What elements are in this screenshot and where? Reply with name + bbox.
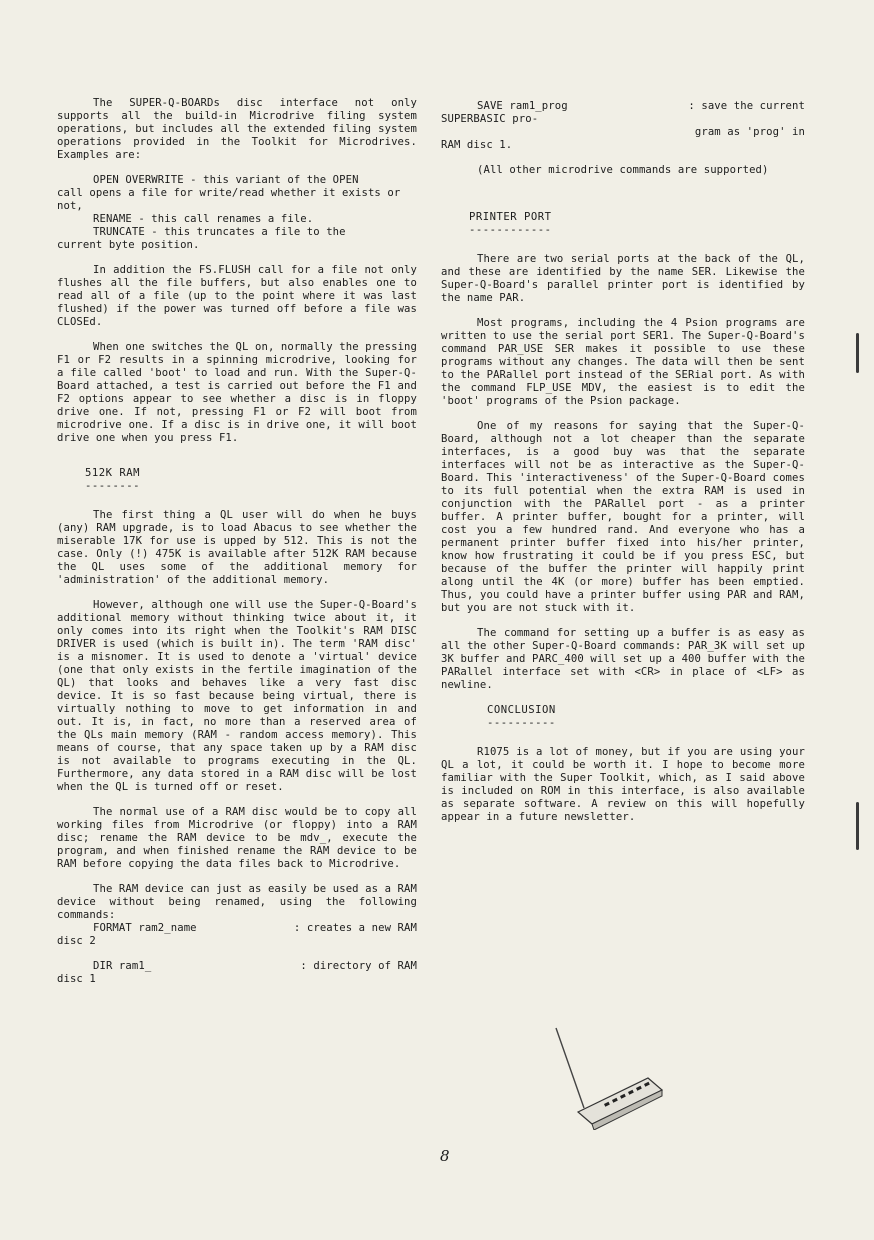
heading-underline: ---------- — [487, 717, 556, 729]
command-save: SAVE ram1_prog : save the current SUPERBASIC pro- gram as 'prog' in RAM disc 1. — [441, 100, 805, 151]
command-format: FORMAT ram2_name : creates a new RAM disc 2 — [57, 922, 417, 947]
paragraph: In addition the FS.FLUSH call for a file not only flushes all the file buffers, but also enables one to read all of a file (up to the point where it was last flushed) if the power was turned off before a file was CLOSEd. — [57, 264, 417, 328]
paragraph: The normal use of a RAM disc would be to copy all working files from Microdrive (or floppy) into a RAM disc; rename the RAM device to be mdv_, execute the program, and when finished rename the RAM device to be RAM before copying the data files back to Microdrive. — [57, 806, 417, 870]
section-heading-printer-port: PRINTER PORT ------------ — [469, 211, 805, 237]
binder-mark — [856, 802, 859, 850]
paragraph: The SUPER-Q-BOARDs disc interface not only supports all the build-in Microdrive filing system operations, but includes all the extended filing system operations provided in the Toolkit for Microdrives. Examples are: — [57, 97, 417, 161]
paragraph: One of my reasons for saying that the Super-Q-Board, although not a lot cheaper than the separate interfaces, is a good buy was that the separate interfaces will not be as interactive as the Super-Q-Board. This 'interactiveness' of the Super-Q-Board comes to its full potential when the extra RAM is used in conjunction with the PARallel port - as a printer buffer. A printer buffer, bought for a printer, will cost you a few hundred rand. And everyone who has a permanent printer buffer fixed into his/her printer, know how frustrating it could be if you press ESC, but because of the buffer the printer will happily print along until the 4K (or more) buffer has been emptied. Thus, you could have a printer buffer using PAR and RAM, but you are not stuck with it. — [441, 420, 805, 614]
paragraph: When one switches the QL on, normally the pressing F1 or F2 results in a spinning microdrive, looking for a file called 'boot' to load and run. With the Super-Q-Board attached, a test is carried out before the F1 and F2 options appear to see whether a disc is in floppy drive one. If not, pressing F1 or F2 will boot from microdrive one. If a disc is in drive one, it will boot drive one when you press F1. — [57, 341, 417, 444]
paragraph: However, although one will use the Super-Q-Board's additional memory without thinking twice about it, it only comes into its right when the Toolkit's RAM DISC DRIVER is used (which is built in). The term 'RAM disc' is a misnomer. It is used to denote a 'virtual' device (one that only exists in the fertile imagination of the QL) that looks and behaves like a very fast disc device. It is so fast because being virtual, there is virtually nothing to move to get information in and out. It is, in fact, no more than a reserved area of the QLs main memory (RAM - random access memory). This means of course, that any space taken up by a RAM disc is not available to programs executing in the QL. Furthermore, any data stored in a RAM disc will be lost when the QL is turned off or reset. — [57, 599, 417, 793]
paragraph: There are two serial ports at the back of the QL, and these are identified by the name SER. Likewise the Super-Q-Board's parallel printer port is identified by the name PAR. — [441, 253, 805, 304]
heading-underline: -------- — [85, 480, 141, 492]
definition-truncate: TRUNCATE - this truncates a file to the — [93, 226, 346, 238]
paragraph: (All other microdrive commands are supported) — [477, 164, 769, 176]
definition-open-overwrite: OPEN OVERWRITE - this variant of the OPEN call opens a file for write/read whether it exists or not, RENAME - this call renames a file. TRUNCATE - this truncates a file to the current byte position. — [57, 174, 417, 252]
paragraph: The RAM device can just as easily be used as a RAM device without being renamed, using the following commands: — [57, 883, 417, 921]
section-heading-conclusion: CONCLUSION ---------- — [487, 704, 805, 730]
definition-rename: RENAME - this call renames a file. — [93, 213, 314, 225]
paragraph: Most programs, including the 4 Psion programs are written to use the serial port SER1. The Super-Q-Board's command PAR_USE SER makes it possible to use these programs without any changes. The data will then be sent to the PARallel port instead of the SERial port. As with the command FLP_USE MDV, the easiest is to edit the 'boot' programs of the Psion package. — [441, 317, 805, 407]
heading-underline: ------------ — [469, 224, 552, 236]
left-column — [57, 97, 417, 998]
paragraph: The command for setting up a buffer is as easy as all the other Super-Q-Board commands: PAR_3K will set up 3K buffer and PARC_400 will set up a 400 buffer with the PARallel interface set with <CR> in place of <LF> as newline. — [441, 627, 805, 691]
paragraph: R1075 is a lot of money, but if you are using your QL a lot, it could be worth it. I hope to become more familiar with the Super Toolkit, which, as I said above is included on ROM in this interface, is also available as separate software. A review on this will hopefully appear in a future newsletter. — [441, 746, 805, 823]
section-heading-512k-ram: 512K RAM -------- — [85, 467, 417, 493]
binder-mark — [856, 333, 859, 373]
interface-board-sketch — [548, 1020, 668, 1130]
page-number: 8 — [440, 1147, 450, 1165]
command-dir: DIR ram1_ : directory of RAM disc 1 — [57, 960, 417, 985]
paragraph: The first thing a QL user will do when he buys (any) RAM upgrade, is to load Abacus to see whether the miserable 17K for use is upped by 512. This is not the case. Only (!) 475K is available after 512K RAM because the QL uses some of the additional memory for 'administration' of the additional memory. — [57, 509, 417, 586]
right-column — [441, 100, 805, 836]
